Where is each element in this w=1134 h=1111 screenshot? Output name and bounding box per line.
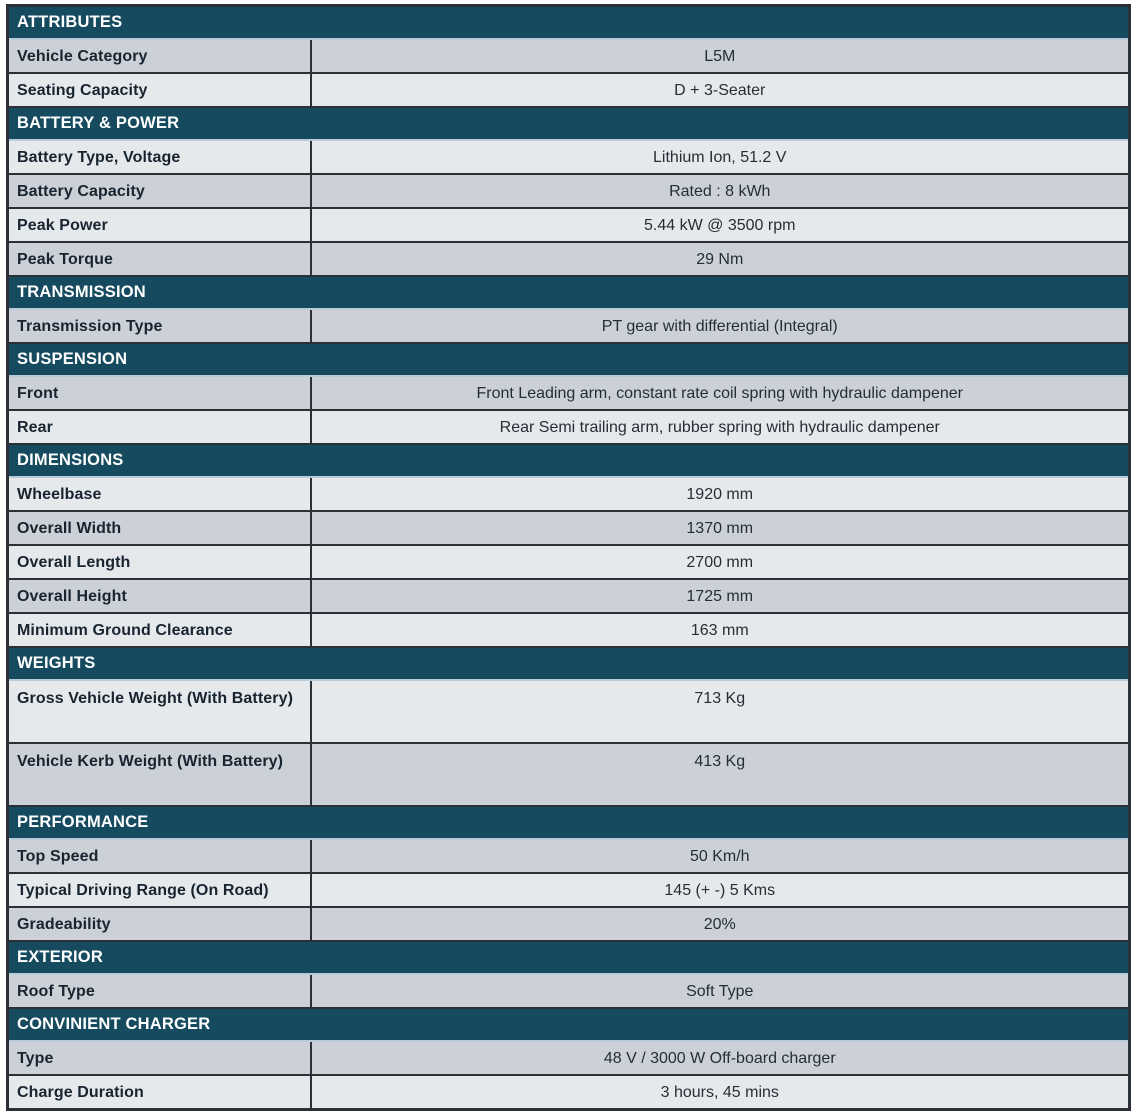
spec-value: 20%	[311, 907, 1130, 941]
section-title: WEIGHTS	[8, 647, 1130, 680]
table-row	[8, 579, 1130, 613]
section-title: EXTERIOR	[8, 941, 1130, 974]
table-row	[8, 410, 1130, 444]
table-row	[8, 73, 1130, 107]
spec-value: 163 mm	[311, 613, 1130, 647]
spec-label: Rear	[8, 410, 311, 444]
section-header-weights	[8, 647, 1130, 680]
table-row	[8, 907, 1130, 941]
spec-label: Vehicle Kerb Weight (With Battery)	[8, 743, 311, 806]
section-header-suspension	[8, 343, 1130, 376]
table-row	[8, 613, 1130, 647]
spec-label: Overall Length	[8, 545, 311, 579]
spec-value: 50 Km/h	[311, 839, 1130, 873]
table-row	[8, 743, 1130, 806]
spec-value: D + 3-Seater	[311, 73, 1130, 107]
spec-value: 2700 mm	[311, 545, 1130, 579]
spec-label: Peak Torque	[8, 242, 311, 276]
spec-label: Gradeability	[8, 907, 311, 941]
table-row	[8, 545, 1130, 579]
spec-value: 713 Kg	[311, 680, 1130, 743]
spec-label: Type	[8, 1041, 311, 1075]
table-row	[8, 839, 1130, 873]
spec-label: Wheelbase	[8, 477, 311, 511]
table-row	[8, 376, 1130, 410]
spec-label: Battery Capacity	[8, 174, 311, 208]
section-header-convinient-charger	[8, 1008, 1130, 1041]
spec-label: Peak Power	[8, 208, 311, 242]
spec-value: PT gear with differential (Integral)	[311, 309, 1130, 343]
spec-value: 3 hours, 45 mins	[311, 1075, 1130, 1110]
table-row	[8, 39, 1130, 73]
spec-value: Soft Type	[311, 974, 1130, 1008]
spec-label: Roof Type	[8, 974, 311, 1008]
spec-label: Minimum Ground Clearance	[8, 613, 311, 647]
spec-value: 5.44 kW @ 3500 rpm	[311, 208, 1130, 242]
spec-label: Overall Height	[8, 579, 311, 613]
section-header-battery-power	[8, 107, 1130, 140]
spec-value: 1370 mm	[311, 511, 1130, 545]
spec-sheet	[6, 4, 1131, 1111]
section-title: TRANSMISSION	[8, 276, 1130, 309]
spec-value: 29 Nm	[311, 242, 1130, 276]
section-title: PERFORMANCE	[8, 806, 1130, 839]
section-title: ATTRIBUTES	[8, 6, 1130, 40]
spec-value: 1725 mm	[311, 579, 1130, 613]
table-row	[8, 974, 1130, 1008]
section-header-attributes	[8, 6, 1130, 40]
spec-value: Rear Semi trailing arm, rubber spring with hydraulic dampener	[311, 410, 1130, 444]
spec-value: 145 (+ -) 5 Kms	[311, 873, 1130, 907]
section-title: SUSPENSION	[8, 343, 1130, 376]
spec-value: 48 V / 3000 W Off-board charger	[311, 1041, 1130, 1075]
spec-label: Overall Width	[8, 511, 311, 545]
spec-label: Charge Duration	[8, 1075, 311, 1110]
spec-value: Rated : 8 kWh	[311, 174, 1130, 208]
spec-value: L5M	[311, 39, 1130, 73]
spec-value: 1920 mm	[311, 477, 1130, 511]
table-row	[8, 174, 1130, 208]
table-row	[8, 680, 1130, 743]
section-title: BATTERY & POWER	[8, 107, 1130, 140]
spec-value: Front Leading arm, constant rate coil spring with hydraulic dampener	[311, 376, 1130, 410]
table-row	[8, 1041, 1130, 1075]
table-row	[8, 309, 1130, 343]
table-row	[8, 242, 1130, 276]
section-title: CONVINIENT CHARGER	[8, 1008, 1130, 1041]
spec-label: Battery Type, Voltage	[8, 140, 311, 174]
spec-label: Typical Driving Range (On Road)	[8, 873, 311, 907]
spec-value: 413 Kg	[311, 743, 1130, 806]
section-header-transmission	[8, 276, 1130, 309]
section-header-exterior	[8, 941, 1130, 974]
section-title: DIMENSIONS	[8, 444, 1130, 477]
table-row	[8, 511, 1130, 545]
spec-label: Seating Capacity	[8, 73, 311, 107]
spec-label: Gross Vehicle Weight (With Battery)	[8, 680, 311, 743]
table-row	[8, 208, 1130, 242]
spec-value: Lithium Ion, 51.2 V	[311, 140, 1130, 174]
table-row	[8, 477, 1130, 511]
spec-label: Transmission Type	[8, 309, 311, 343]
table-row	[8, 1075, 1130, 1110]
spec-label: Front	[8, 376, 311, 410]
table-row	[8, 140, 1130, 174]
section-header-performance	[8, 806, 1130, 839]
table-row	[8, 873, 1130, 907]
section-header-dimensions	[8, 444, 1130, 477]
spec-label: Vehicle Category	[8, 39, 311, 73]
spec-label: Top Speed	[8, 839, 311, 873]
vehicle-spec-table	[6, 4, 1131, 1111]
